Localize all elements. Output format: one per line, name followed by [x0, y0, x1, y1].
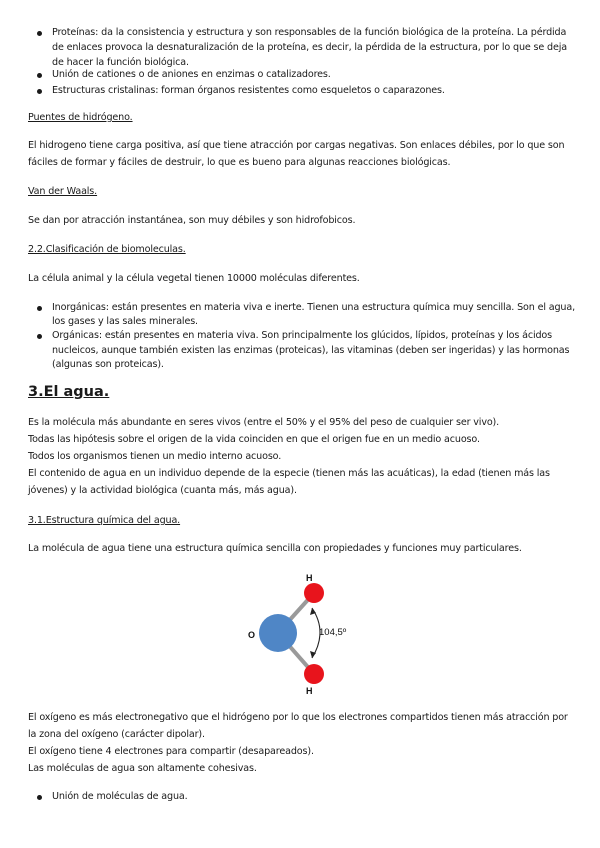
bullet-marker: [37, 89, 42, 94]
paragraph-line: El oxígeno es más electronegativo que el hidrógeno por lo que los electrones compartidos tienen más atracción por: [28, 712, 568, 723]
paragraph-line: Todas las hipótesis sobre el origen de la vida coinciden en que el origen fue en un medio acuoso.: [28, 434, 480, 445]
paragraph-line: La célula animal y la célula vegetal tienen 10000 moléculas diferentes.: [28, 273, 360, 284]
bullet-text: nucleicos, aunque también existen las enzimas (proteicas), las vitaminas (deben ser ingeridas) y las hormonas: [52, 345, 570, 356]
bullet-text: Unión de cationes o de aniones en enzimas o catalizadores.: [52, 69, 331, 80]
bullet-text: Proteínas: da la consistencia y estructura y son responsables de la función biológica de la proteína. La pérdida: [52, 27, 567, 38]
paragraph-line: El contenido de agua en un individuo depende de la especie (tienen más las acuáticas), la edad (tienen más las: [28, 468, 550, 479]
bullet-marker: [37, 306, 42, 311]
paragraph-line: la zona del oxígeno (carácter dipolar).: [28, 729, 205, 740]
paragraph-line: Es la molécula más abundante en seres vivos (entre el 50% y el 95% del peso de cualquier ser vivo).: [28, 417, 500, 428]
paragraph-line: La molécula de agua tiene una estructura química sencilla con propiedades y funciones muy particulares.: [28, 543, 522, 554]
bullet-text: Estructuras cristalinas: forman órganos resistentes como esqueletos o caparazones.: [52, 85, 445, 96]
bullet-text: de enlaces provoca la desnaturalización de la proteína, es decir, la pérdida de la estructura, por lo que se deja: [52, 42, 567, 53]
label-oxygen: O: [248, 630, 256, 640]
section-heading-puentes: Puentes de hidrógeno.: [28, 112, 133, 123]
bullet-text: los gases y las sales minerales.: [52, 316, 198, 327]
paragraph-line: El hidrogeno tiene carga positiva, así que tiene atracción por cargas negativas. Son enlaces débiles, por lo que son: [28, 140, 565, 151]
section-heading-vdw: Van der Waals.: [28, 186, 98, 197]
bullet-marker: [37, 73, 42, 78]
label-hydrogen-bottom: H: [306, 686, 313, 696]
water-molecule-diagram: [240, 570, 360, 700]
paragraph-line: jóvenes) y la actividad biológica (cuanta más, más agua).: [28, 485, 297, 496]
section-heading-estructura: 3.1.Estructura química del agua.: [28, 515, 181, 526]
oxygen-atom: [259, 614, 297, 652]
paragraph-line: Todos los organismos tienen un medio interno acuoso.: [28, 451, 282, 462]
section-heading-clasificacion: 2.2.Clasificación de biomoleculas.: [28, 244, 186, 255]
paragraph-line: fáciles de formar y fáciles de destruir, lo que es bueno para algunas reacciones biológicas.: [28, 157, 451, 168]
paragraph-line: Se dan por atracción instantánea, son muy débiles y son hidrofobicos.: [28, 215, 356, 226]
paragraph-line: El oxígeno tiene 4 electrones para compartir (desapareados).: [28, 746, 314, 757]
bullet-text: Inorgánicas: están presentes en materia viva e inerte. Tienen una estructura química muy sencilla. Son el agua,: [52, 302, 575, 313]
bullet-marker: [37, 31, 42, 36]
bullet-marker: [37, 795, 42, 800]
label-angle: 104,5º: [319, 627, 347, 638]
section-heading-agua: 3.El agua.: [28, 384, 110, 400]
bullet-marker: [37, 334, 42, 339]
paragraph-line: Las moléculas de agua son altamente cohesivas.: [28, 763, 257, 774]
bullet-text: de hacer la función biológica.: [52, 57, 189, 68]
bullet-text: Unión de moléculas de agua.: [52, 791, 188, 802]
hydrogen-atom-top: [304, 583, 324, 603]
hydrogen-atom-bottom: [304, 664, 324, 684]
bullet-text: (algunas son proteicas).: [52, 359, 164, 370]
label-hydrogen-top: H: [306, 573, 313, 583]
bullet-text: Orgánicas: están presentes en materia viva. Son principalmente los glúcidos, lípidos, proteínas y los ácidos: [52, 330, 552, 341]
